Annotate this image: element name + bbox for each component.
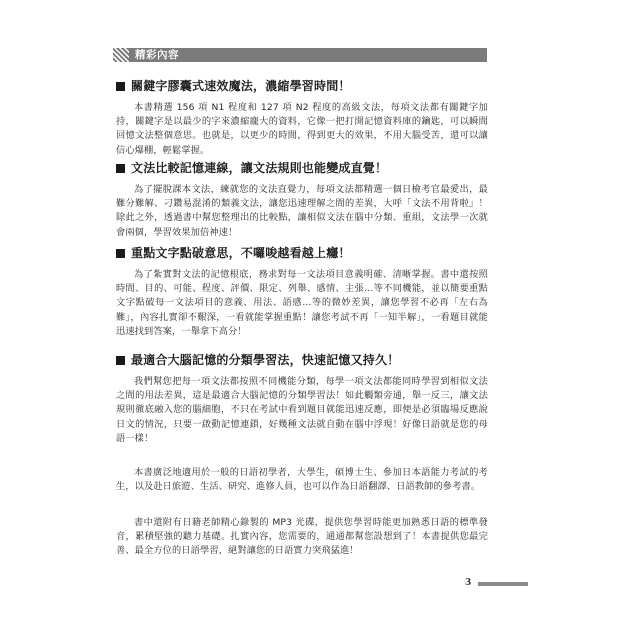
- section-body: 本書精選 156 項 N1 程度和 127 項 N2 程度的高級文法，每項文法都有關鍵字加持，關鍵字是以最少的字來濃縮龐大的資料，它像一把打開記憶資料庫的鑰匙，可以瞬間回憶文法整個意思。也就是，以更少的時間，得到更大的效果，不用大腦受苦，還可以讓信心爆棚，輕鬆掌握。: [116, 102, 488, 156]
- section-body: 為了紮實對文法的記憶根底，務求對每一文法項目意義明確、清晰掌握。書中還按照時間、目的、可能、程度、評價、限定、列舉、感情、主張…等不同機能，並以簡要重點文字點破每一文法項目的意義、用法、語感…等的微妙差異，讓您學習不必再「左右為難」，內容扎實卻不艱深，一看就能掌握重點！讓您考試不再「一知半解」，一看題目就能迅速找到答案，一舉拿下高分！: [116, 269, 488, 337]
- hatch-pattern-icon: [113, 48, 129, 62]
- bullet-square-icon: [116, 82, 125, 91]
- header-title: 精彩內容: [135, 49, 179, 61]
- bullet-square-icon: [116, 249, 125, 258]
- bullet-square-icon: [116, 356, 125, 365]
- section-heading: [116, 160, 488, 176]
- section-4: [116, 352, 488, 446]
- page-number: 3: [465, 578, 472, 588]
- section-heading: [116, 78, 488, 94]
- section-header-bar: [113, 48, 487, 62]
- bullet-square-icon: [116, 164, 125, 173]
- section-body: 我們幫您把每一項文法都按照不同機能分類，每學一項文法都能同時學習到相似文法之間的用法差異，這是最適合大腦記憶的分類學習法！如此觸類旁通，舉一反三，讓文法規則徹底融入您的腦細胞，不只在考試中看到題目就能迅速反應，即便是必須臨場反應說日文的情況，只要一啟動記憶連鎖，好幾種文法就自動在腦中浮現！好像日語就是您的母語一樣！: [116, 376, 488, 444]
- section-3: [116, 245, 488, 339]
- section-body: 為了擺脫課本文法，練就您的文法直覺力，每項文法都精選一個日檢考官最愛出，最難分難解、刁鑽易混淆的類義文法，讓您迅速理解之間的差異，大呼「文法不用背啦」！除此之外，透過書中幫您整理出的比較點，讓相似文法在腦中分類、重組，文法學一次就會兩個，學習效果加倍神速！: [116, 184, 488, 238]
- section-2: [116, 160, 488, 240]
- section-1: [116, 78, 488, 158]
- section-heading: [116, 352, 488, 368]
- section-heading-text: 關鍵字膠囊式速效魔法，濃縮學習時間！: [131, 79, 351, 93]
- section-heading-text: 文法比較記憶連線，讓文法規則也能變成直覺！: [131, 161, 388, 175]
- footer-bar: [478, 582, 528, 586]
- section-heading: [116, 245, 488, 261]
- section-heading-text: 最適合大腦記憶的分類學習法，快速記憶又持久！: [131, 353, 400, 367]
- closing-paragraph-1: 本書廣泛地適用於一般的日語初學者，大學生，碩博士生、參加日本語能力考試的考生，以及赴日旅遊、生活、研究、進修人員，也可以作為日語翻譯、日語教師的參考書。: [116, 467, 488, 493]
- section-heading-text: 重點文字點破意思，不囉唆越看越上癮！: [131, 246, 351, 260]
- closing-paragraph-2: 書中還附有日籍老師精心錄製的 MP3 光碟，提供您學習時能更加熟悉日語的標準發音，累積堅強的聽力基礎。扎實內容，您需要的，通通都幫您設想到了！本書提供您最完善、最全方位的日語學習，絕對讓您的日語實力突飛猛進！: [116, 517, 488, 557]
